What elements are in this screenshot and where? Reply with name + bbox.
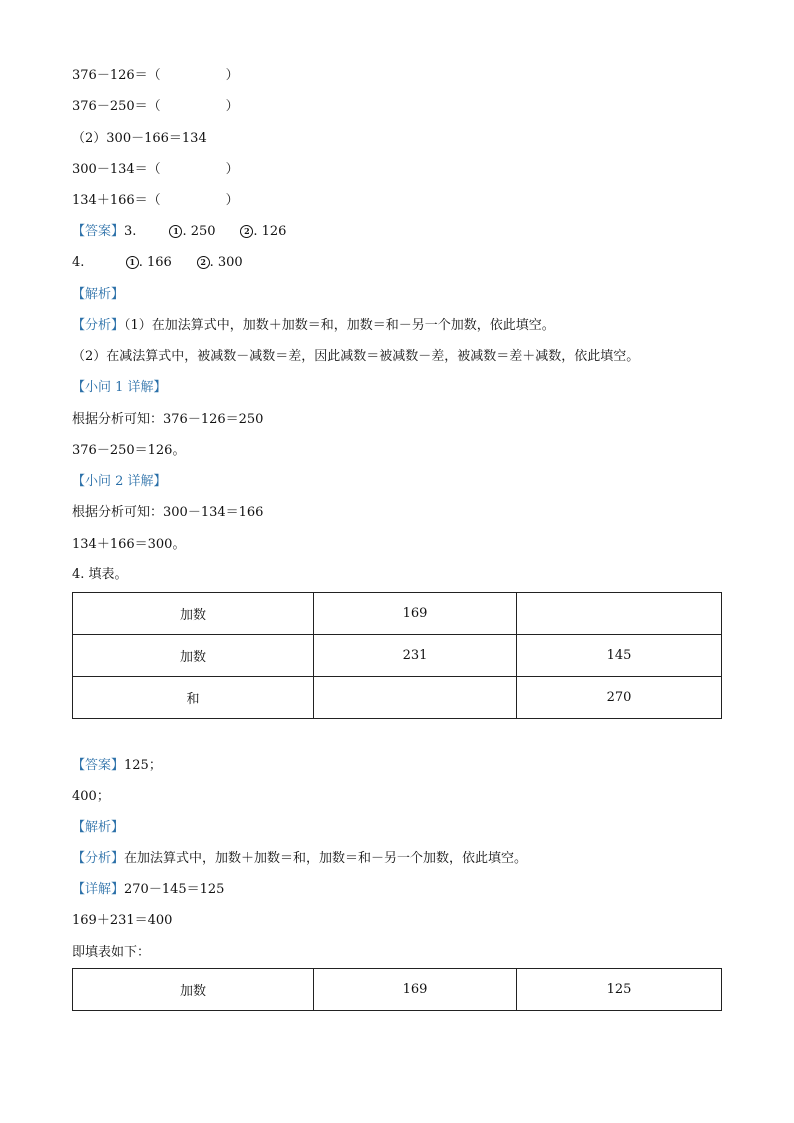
fill-intro: 即填表如下： <box>72 945 151 960</box>
filled-table <box>72 968 722 1011</box>
answer-value-1: . 166 <box>138 255 172 270</box>
table-cell <box>517 593 722 635</box>
sub1-line-1: 根据分析可知：376－126＝250 <box>72 412 264 427</box>
fill-table <box>72 592 722 719</box>
table-cell: 加数 <box>73 593 314 635</box>
analysis-fenxi-1 <box>72 318 555 334</box>
analysis2-detail-2: 169＋231＝400 <box>72 913 173 928</box>
answer-value-2: . 300 <box>209 255 243 270</box>
answer2-line-1 <box>72 758 162 774</box>
answer-value-1: . 250 <box>182 224 216 239</box>
table-row <box>73 677 722 719</box>
line-376-250: 376－250＝（ ） <box>72 99 239 114</box>
table-cell: 169 <box>314 969 517 1011</box>
table-cell: 145 <box>517 635 722 677</box>
table-cell <box>314 677 517 719</box>
answer-line-4 <box>72 255 243 271</box>
circled-number-1: 1 <box>126 256 139 269</box>
question-4-title: 4. 填表。 <box>72 567 128 582</box>
fenxi-text: 在加法算式中，加数＋加数＝和，加数＝和－另一个加数，依此填空。 <box>124 851 528 866</box>
line-part2-300-166: （2）300－166＝134 <box>72 131 207 146</box>
line-300-134: 300－134＝（ ） <box>72 162 239 177</box>
circled-number-2: 2 <box>240 225 253 238</box>
answer2-line-2: 400； <box>72 789 110 804</box>
table-row <box>73 969 722 1011</box>
table-cell: 270 <box>517 677 722 719</box>
table-row <box>73 635 722 677</box>
answer-value: 125； <box>124 758 162 773</box>
answer-tag: 【答案】 <box>72 758 125 773</box>
sub1-line-2: 376－250＝126。 <box>72 443 186 458</box>
table-cell: 加数 <box>73 969 314 1011</box>
table-row <box>73 593 722 635</box>
detail-text-1: 270－145＝125 <box>124 882 225 897</box>
fenxi-tag: 【分析】 <box>72 318 125 333</box>
line-376-126: 376－126＝（ ） <box>72 68 239 83</box>
answer-value-2: . 126 <box>253 224 287 239</box>
analysis2-detail-1 <box>72 882 224 898</box>
fenxi-tag: 【分析】 <box>72 851 125 866</box>
analysis2-heading: 【解析】 <box>72 820 125 835</box>
table-cell: 加数 <box>73 635 314 677</box>
line-134-166: 134＋166＝（ ） <box>72 193 239 208</box>
sub2-line-2: 134＋166＝300。 <box>72 537 186 552</box>
circled-number-1: 1 <box>169 225 182 238</box>
table-cell: 169 <box>314 593 517 635</box>
table-cell: 231 <box>314 635 517 677</box>
analysis-fenxi-2: （2）在减法算式中，被减数－减数＝差，因此减数＝被减数－差，被减数＝差＋减数，依此填空。 <box>72 349 640 364</box>
answer-number: 3. <box>124 224 137 239</box>
analysis-heading: 【解析】 <box>72 287 125 302</box>
circled-number-2: 2 <box>197 256 210 269</box>
table-cell: 和 <box>73 677 314 719</box>
sub1-heading: 【小问 1 详解】 <box>72 380 167 395</box>
answer-line-3 <box>72 224 286 240</box>
answer-tag: 【答案】 <box>72 224 125 239</box>
sub2-line-1: 根据分析可知：300－134＝166 <box>72 505 264 520</box>
fenxi-text-1: （1）在加法算式中，加数＋加数＝和，加数＝和－另一个加数，依此填空。 <box>124 318 555 333</box>
analysis2-fenxi <box>72 851 527 867</box>
answer-number: 4. <box>72 255 85 270</box>
sub2-heading: 【小问 2 详解】 <box>72 474 167 489</box>
table-cell: 125 <box>517 969 722 1011</box>
detail-tag: 【详解】 <box>72 882 125 897</box>
